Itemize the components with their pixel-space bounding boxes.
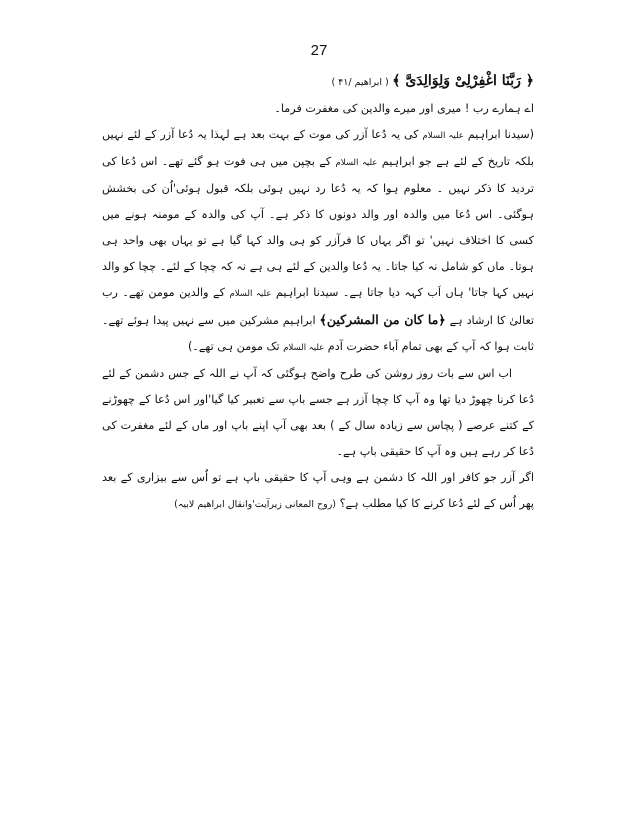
commentary-text: (سیدنا ابراہیم — [467, 128, 534, 141]
quran-quote: ﴿ما کان من المشرکین﴾ — [319, 312, 446, 327]
quran-verse: ﴿ رَبَّنَا اغْفِرْلِیْ وَلِوَالِدَیَّ ﴾ — [392, 73, 534, 89]
honorific: علیہ السلام — [335, 158, 378, 168]
commentary-text: ابراہیم مشرکین میں سے نہیں پیدا ہوئے تھے۔ ثابت ہوا کہ آپ کے بھی تمام آباء حضرت آدم — [102, 314, 534, 353]
commentary-text: تک مومن ہی تھے۔) — [187, 340, 280, 353]
question-paragraph — [102, 465, 534, 518]
argument-paragraph: اب اس سے بات روز روشن کی طرح واضح ہوگئی کہ آپ نے اللہ کے جس دشمن کے لئے دُعا کرنا چھوڑ دیا تھا وہ آپ کا چچا آزر ہے جسے باپ سے تعبیر کیا گیا'اور اس دُعا کے چھوڑنے کے کتنے عرصے ( پچاس سے زیادہ سال کے ) بعد بھی آپ اپنے باپ اور ماں کے لئے مغفرت کی دُعا کر رہے ہیں وہ آپ کا حقیقی باپ ہے۔ — [102, 367, 534, 458]
question-text: اگر آزر جو کافر اور اللہ کا دشمن ہے وہی آپ کا حقیقی باپ ہے تو اُس سے بیزاری کے بعد پھر اُس کے لئے دُعا کرنے کا کیا مطلب ہے؟ — [102, 471, 534, 510]
honorific: علیہ السلام — [229, 289, 272, 299]
commentary-text: کے والدین مومن تھے۔ رب تعالیٰ کا ارشاد ہے — [102, 286, 534, 327]
honorific: علیہ السلام — [422, 131, 464, 141]
source-reference: (روح المعانی زیرآیت'وانقال ابراھیم لابیہ) — [174, 499, 337, 510]
verse-translation: اے ہمارے رب ! میری اور میرے والدین کی مغفرت فرما۔ — [274, 102, 534, 115]
honorific: علیہ السلام — [283, 343, 325, 353]
commentary-text: کے بچپن میں ہی فوت ہو گئے تھے۔ اس دُعا کی تردید کا ذکر نہیں ۔ معلوم ہوا کہ یہ دُعا رد نہیں ہوئی بلکہ قبول ہوئی'اُن کی بخشش ہوگئی۔ اس دُعا میں والدہ اور والد دونوں کا ذکر ہے۔ آپ کی والدہ کے مومنہ ہونے میں کسی کا اختلاف نہیں' تو اگر یہاں کا فرآزر کو ہی والد کہا گیا ہے تو یہاں بھی واحد ہی ہوتا۔ ماں کو شامل نہ کیا جاتا۔ یہ دُعا والدین کے لئے ہی ہے نہ کہ چچا کے لئے۔ چچا کو والد نہیں کہا جاتا' ہاں اَب کہہ دیا جاتا ہے۔ سیدنا ابراہیم — [102, 155, 535, 299]
commentary-text: کی یہ دُعا آزر کی موت کے بہت بعد ہے لہذا یہ دُعا آزر کے لئے نہیں بلکہ تاریخ کے لئے ہے جو ابراہیم — [102, 128, 534, 168]
document-body — [102, 68, 534, 518]
commentary-paragraph — [102, 122, 534, 361]
page-number: 27 — [310, 42, 328, 59]
quran-verse-line — [102, 68, 534, 96]
verse-reference: ( ابراھیم /۴۱ ) — [331, 77, 389, 88]
